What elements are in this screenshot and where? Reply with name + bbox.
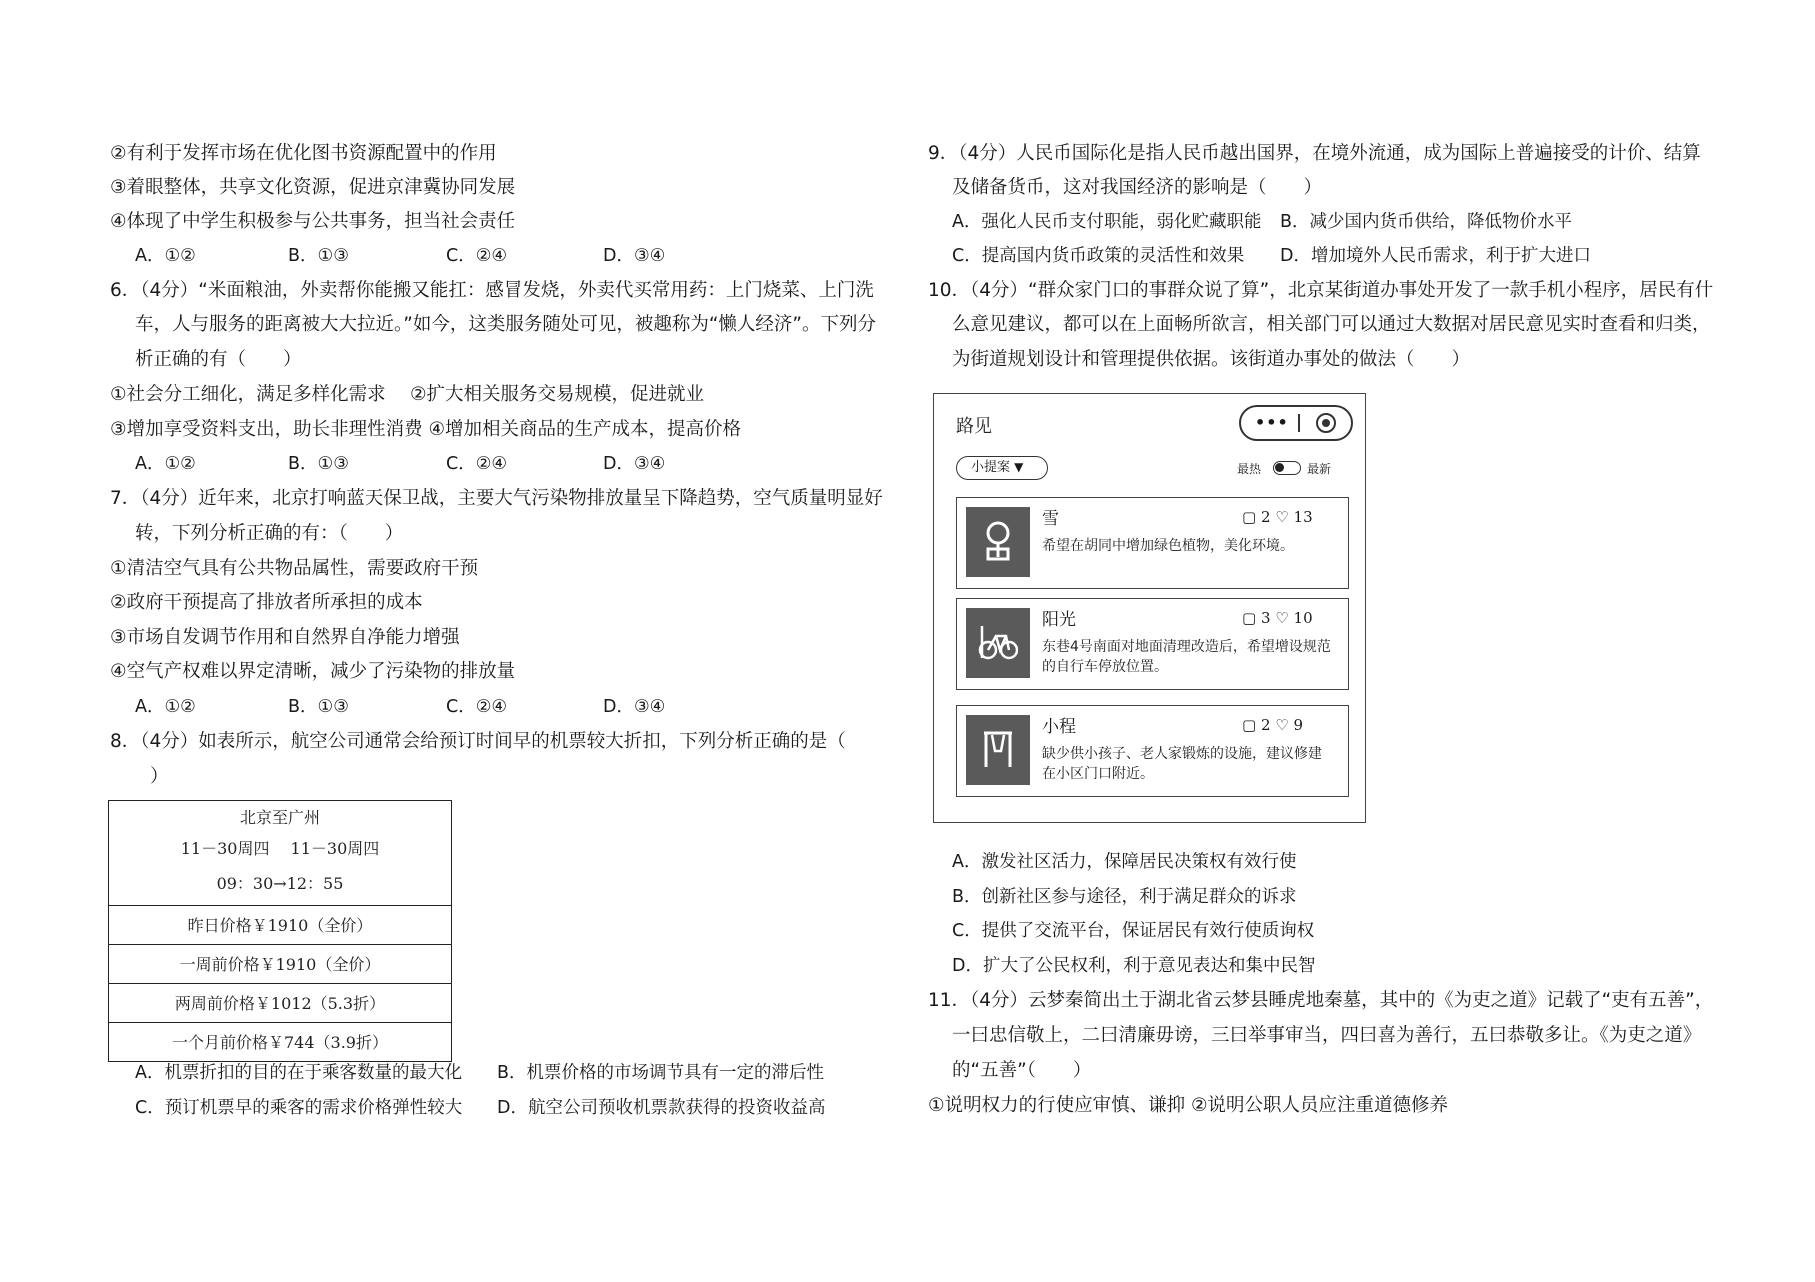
q10-stem-line3: 为街道规划设计和管理提供依据。该街道办事处的做法（ ）: [952, 349, 1471, 370]
more-dots-icon[interactable]: •••: [1255, 413, 1289, 432]
heart-icon: ♡: [1275, 609, 1289, 627]
q6-statements-2: ③增加享受资料支出，助长非理性消费 ④增加相关商品的生产成本，提高价格: [110, 419, 742, 440]
q8-option-b[interactable]: B．机票价格的市场调节具有一定的滞后性: [497, 1063, 825, 1083]
like-count: 9: [1293, 716, 1304, 734]
q8-option-d[interactable]: D．航空公司预收机票款获得的投资收益高: [497, 1098, 826, 1118]
fare-time: 09：30→12：55: [216, 874, 344, 893]
card-author: 雪: [1042, 509, 1059, 529]
tree-icon: [966, 507, 1030, 577]
proposal-card[interactable]: [956, 705, 1349, 797]
q6-option-a[interactable]: A．①②: [135, 454, 196, 474]
q7-option-c[interactable]: C．②④: [446, 697, 508, 717]
bicycle-icon: [966, 608, 1030, 678]
heart-icon: ♡: [1275, 508, 1289, 526]
card-text: 东巷4号南面对地面清理改造后，希望增设规范的自行车停放位置。: [1042, 639, 1331, 675]
sort-hot-label: 最热: [1237, 462, 1262, 476]
category-filter[interactable]: [956, 456, 1048, 480]
table-divider: [109, 1022, 451, 1023]
q6-stem-line3: 析正确的有（ ）: [135, 349, 302, 370]
card-stats: [1242, 508, 1313, 526]
q6-option-b[interactable]: B．①③: [288, 454, 349, 474]
close-target-icon[interactable]: [1316, 413, 1336, 433]
menu-capsule[interactable]: [1239, 405, 1353, 441]
q5-option-c[interactable]: C．②④: [446, 246, 508, 266]
card-text: 缺少供小孩子、老人家锻炼的设施，建议修建在小区门口附近。: [1042, 746, 1322, 782]
statement-2: ②有利于发挥市场在优化图书资源配置中的作用: [110, 143, 497, 164]
q11-stem-line2: 一曰忠信敬上，二曰清廉毋谤，三曰举事审当，四曰喜为善行，五曰恭敬多让。《为吏之道》: [952, 1025, 1702, 1046]
card-author: 阳光: [1042, 610, 1076, 630]
app-title: 路见: [956, 416, 992, 437]
table-divider: [109, 905, 451, 906]
q10-option-b[interactable]: B．创新社区参与途径，利于满足群众的诉求: [952, 887, 1297, 907]
heart-icon: ♡: [1275, 716, 1289, 734]
fare-row: 一周前价格￥1910（全价）: [179, 955, 381, 974]
statement-3: ③着眼整体，共享文化资源，促进京津冀协同发展: [110, 177, 516, 198]
statement-4: ④体现了中学生积极参与公共事务，担当社会责任: [110, 211, 516, 232]
q11-stem-line3: 的“五善”（ ）: [952, 1060, 1092, 1081]
q6-stem-line2: 车，人与服务的距离被大大拉近。”如今，这类服务随处可见，被趣称为“懒人经济”。下列分: [135, 314, 877, 335]
mini-program-screenshot: [933, 393, 1366, 823]
q6-stem-line1: 6．（4分）“米面粮油，外卖帮你能搬又能扛：感冒发烧，外卖代买常用药：上门烧菜、上门洗: [110, 280, 874, 301]
q7-option-a[interactable]: A．①②: [135, 697, 196, 717]
q10-stem-line2: 么意见建议，都可以在上面畅所欲言，相关部门可以通过大数据对居民意见实时查看和归类，: [952, 314, 1711, 335]
q11-statements: ①说明权力的行使应审慎、谦抑 ②说明公职人员应注重道德修养: [928, 1095, 1449, 1116]
q7-statement-1: ①清洁空气具有公共物品属性，需要政府干预: [110, 558, 479, 579]
card-author: 小程: [1042, 717, 1076, 737]
q10-option-a[interactable]: A．激发社区活力，保障居民决策权有效行使: [952, 852, 1297, 872]
q11-stem-line1: 11．（4分）云梦秦简出土于湖北省云梦县睡虎地秦墓，其中的《为吏之道》记载了“吏有五善”，: [928, 990, 1714, 1011]
q7-option-d[interactable]: D．③④: [603, 697, 666, 717]
sort-new-label: 最新: [1307, 462, 1332, 476]
q8-stem-line1: 8．（4分）如表所示，航空公司通常会给预订时间早的机票较大折扣，下列分析正确的是（: [110, 731, 846, 752]
filter-label: 小提案: [971, 460, 1011, 475]
q9-option-c[interactable]: C．提高国内货币政策的灵活性和效果: [952, 246, 1245, 266]
q9-option-b[interactable]: B．减少国内货币供给，降低物价水平: [1280, 212, 1573, 232]
comment-icon: ▢: [1242, 609, 1257, 627]
q10-stem-line1: 10．（4分）“群众家门口的事群众说了算”，北京某街道办事处开发了一款手机小程序，居民有什: [928, 280, 1714, 301]
sort-toggle[interactable]: [1273, 461, 1301, 475]
q6-option-d[interactable]: D．③④: [603, 454, 666, 474]
q7-stem-line1: 7．（4分）近年来，北京打响蓝天保卫战，主要大气污染物排放量呈下降趋势，空气质量明显好: [110, 488, 883, 509]
q5-option-a[interactable]: A．①②: [135, 246, 196, 266]
card-stats: [1242, 716, 1303, 734]
fare-table: [108, 800, 452, 1062]
fare-dates: 11－30周四 11－30周四: [180, 839, 380, 858]
q6-statements-1: ①社会分工细化，满足多样化需求 ②扩大相关服务交易规模，促进就业: [110, 384, 705, 405]
proposal-card[interactable]: [956, 497, 1349, 589]
comment-count: 2: [1260, 716, 1271, 734]
fare-row: 昨日价格￥1910（全价）: [187, 916, 373, 935]
fare-route: 北京至广州: [239, 808, 320, 827]
q5-option-b[interactable]: B．①③: [288, 246, 349, 266]
comment-icon: ▢: [1242, 508, 1257, 526]
like-count: 10: [1293, 609, 1313, 627]
q10-option-d[interactable]: D．扩大了公民权利，利于意见表达和集中民智: [952, 956, 1316, 976]
q7-option-b[interactable]: B．①③: [288, 697, 349, 717]
card-stats: [1242, 609, 1313, 627]
table-divider: [109, 983, 451, 984]
q9-stem-line1: 9．（4分）人民币国际化是指人民币越出国界，在境外流通，成为国际上普遍接受的计价、结算: [928, 143, 1701, 164]
chevron-down-icon: ▼: [1014, 460, 1024, 474]
fare-row: 一个月前价格￥744（3.9折）: [172, 1033, 388, 1052]
fare-row: 两周前价格￥1012（5.3折）: [174, 994, 386, 1013]
q7-stem-line2: 转，下列分析正确的有：（ ）: [135, 523, 404, 544]
fitness-equipment-icon: [966, 715, 1030, 785]
q10-option-c[interactable]: C．提供了交流平台，保证居民有效行使质询权: [952, 921, 1315, 941]
q7-statement-4: ④空气产权难以界定清晰，减少了污染物的排放量: [110, 661, 516, 682]
table-divider: [109, 944, 451, 945]
q5-option-d[interactable]: D．③④: [603, 246, 666, 266]
q8-stem-line2: ）: [150, 766, 169, 787]
q9-option-a[interactable]: A．强化人民币支付职能，弱化贮藏职能: [952, 212, 1262, 232]
comment-icon: ▢: [1242, 716, 1257, 734]
comment-count: 3: [1260, 609, 1271, 627]
capsule-divider: [1298, 414, 1300, 432]
q9-stem-line2: 及储备货币，这对我国经济的影响是（ ）: [952, 177, 1323, 198]
comment-count: 2: [1260, 508, 1271, 526]
q7-statement-3: ③市场自发调节作用和自然界自净能力增强: [110, 627, 460, 648]
q8-option-a[interactable]: A．机票折扣的目的在于乘客数量的最大化: [135, 1063, 462, 1083]
like-count: 13: [1293, 508, 1313, 526]
q6-option-c[interactable]: C．②④: [446, 454, 508, 474]
card-text: 希望在胡同中增加绿色植物，美化环境。: [1042, 538, 1294, 554]
q9-option-d[interactable]: D．增加境外人民币需求，利于扩大进口: [1280, 246, 1591, 266]
q8-option-c[interactable]: C．预订机票早的乘客的需求价格弹性较大: [135, 1098, 463, 1118]
q7-statement-2: ②政府干预提高了排放者所承担的成本: [110, 592, 423, 613]
proposal-card[interactable]: [956, 598, 1349, 690]
